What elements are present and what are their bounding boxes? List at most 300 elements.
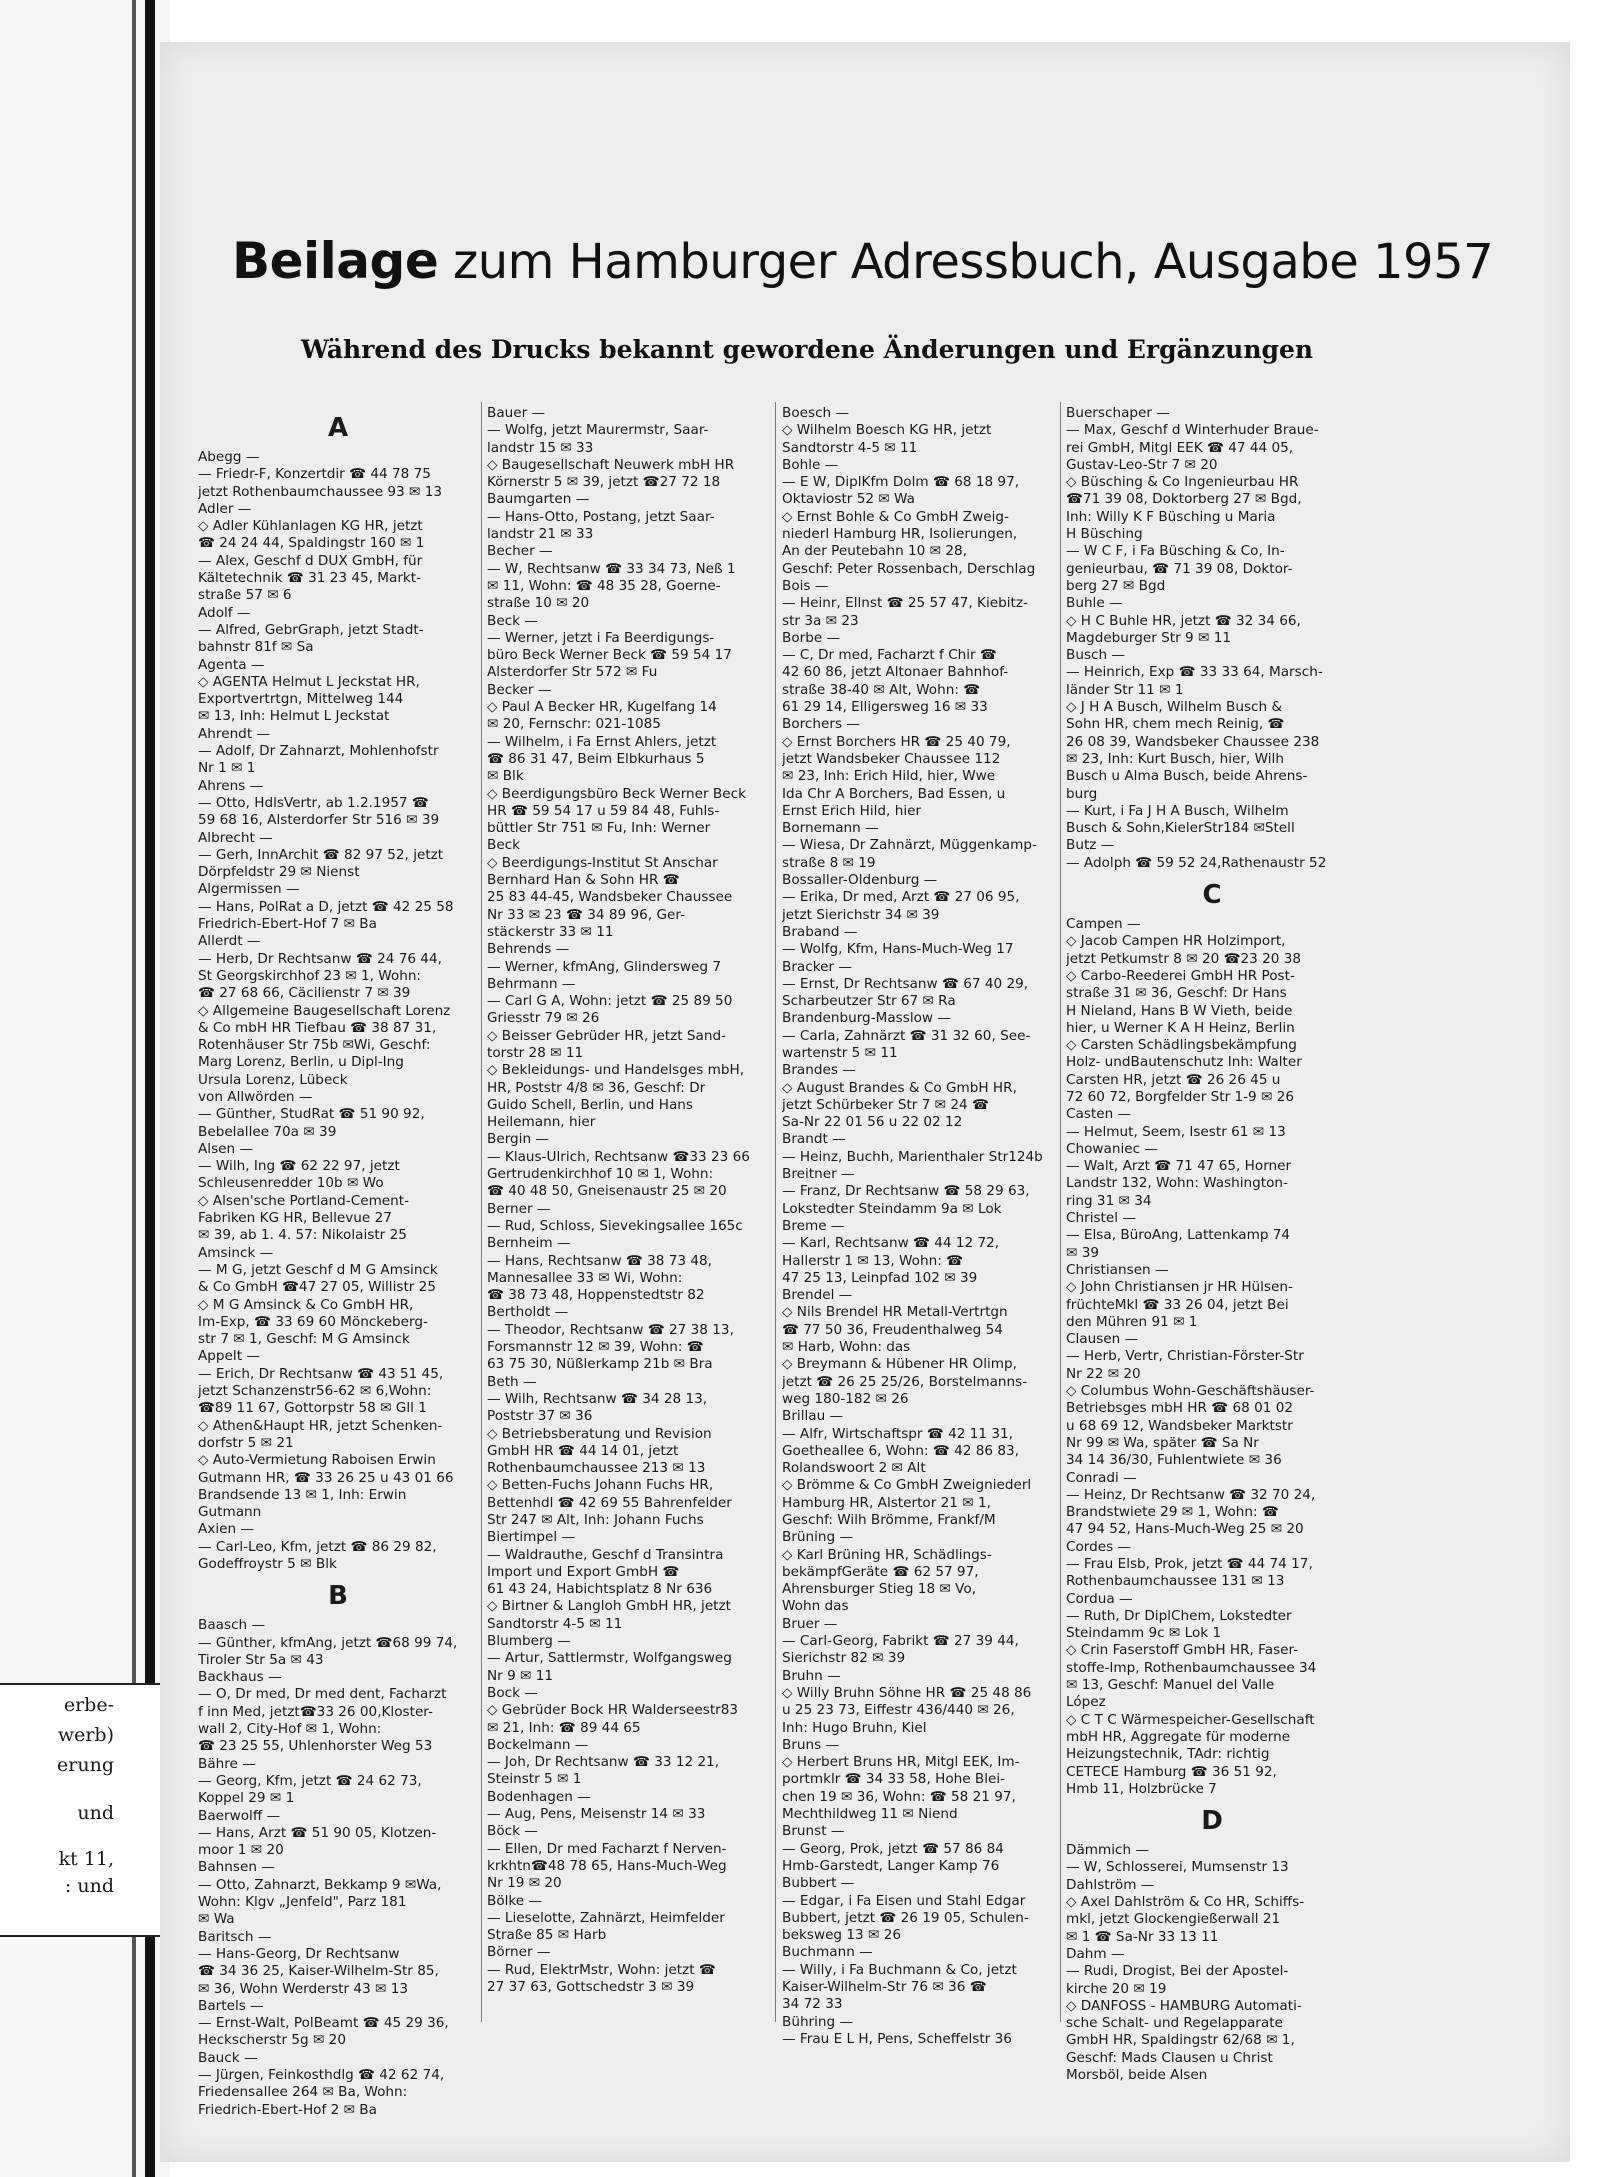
directory-line: Brüning — (782, 1529, 854, 1546)
directory-line: — Wilh, Ing ☎ 62 22 97, jetzt (198, 1158, 400, 1175)
directory-line: GmbH HR, Spaldingstr 62/68 ✉ 1, (1066, 2032, 1295, 2049)
directory-line: Bauck — (198, 2049, 258, 2066)
directory-line: Alsen — (198, 1140, 254, 1157)
directory-line: Bubbert, jetzt ☎ 26 19 05, Schulen- (782, 1909, 1029, 1926)
directory-line: ☎ 23 25 55, Uhlenhorster Weg 53 (198, 1738, 433, 1755)
directory-line: — Carl G A, Wohn: jetzt ☎ 25 89 50 (487, 993, 733, 1010)
directory-line: — C, Dr med, Facharzt f Chir ☎ (782, 647, 997, 664)
directory-line: Ahrendt — (198, 725, 271, 742)
directory-line: ◇ Büsching & Co Ingenieurbau HR (1066, 474, 1299, 491)
directory-line: — Wilhelm, i Fa Ernst Ahlers, jetzt (487, 733, 717, 750)
directory-line: Christel — (1066, 1210, 1136, 1227)
directory-line: 42 60 86, jetzt Altonaer Bahnhof- (782, 664, 1009, 681)
directory-line: ◇ Beerdigungsbüro Beck Werner Beck (487, 785, 746, 802)
directory-line: ◇ Breymann & Hübener HR Olimp, (782, 1356, 1017, 1373)
directory-line: — Wolfg, jetzt Maurermstr, Saar- (487, 422, 709, 439)
directory-line: HR ☎ 59 54 17 u 59 84 48, Fuhls- (487, 802, 720, 819)
directory-line: Busch u Alma Busch, beide Ahrens- (1066, 768, 1308, 785)
directory-column-1 (198, 405, 478, 2119)
directory-line: Hmb-Garstedt, Langer Kamp 76 (782, 1857, 1000, 1874)
directory-line: Bernheim — (487, 1235, 571, 1252)
title-prefix: Beilage (232, 232, 439, 290)
directory-line: — Willy, i Fa Buchmann & Co, jetzt (782, 1961, 1017, 1978)
directory-line: Sierichstr 82 ✉ 39 (782, 1650, 906, 1667)
directory-line: Bettenhdl ☎ 42 69 55 Bahrenfelder (487, 1494, 732, 1511)
directory-line: Gustav-Leo-Str 7 ✉ 20 (1066, 456, 1218, 473)
directory-line: 63 75 30, Nüßlerkamp 21b ✉ Bra (487, 1356, 713, 1373)
directory-line: 61 43 24, Habichtsplatz 8 Nr 636 (487, 1581, 713, 1598)
directory-line: ◇ Auto-Vermietung Raboisen Erwin (198, 1452, 436, 1469)
directory-line: Griesstr 79 ✉ 26 (487, 1010, 600, 1027)
directory-line: moor 1 ✉ 20 (198, 1842, 284, 1859)
directory-line: 72 60 72, Borgfelder Str 1-9 ✉ 26 (1066, 1088, 1295, 1105)
directory-line: Heilemann, hier (487, 1114, 596, 1131)
directory-line: ☎ 34 36 25, Kaiser-Wilhelm-Str 85, (198, 1963, 439, 1980)
directory-line: torstr 28 ✉ 11 (487, 1044, 584, 1061)
directory-line: Conradi — (1066, 1469, 1137, 1486)
directory-line: — Heinrich, Exp ☎ 33 33 64, Marsch- (1066, 664, 1323, 681)
directory-line: Becker — (487, 681, 552, 698)
directory-line: landstr 15 ✉ 33 (487, 439, 594, 456)
fragment-line: werb) (57, 1724, 114, 1746)
directory-line: — Wolfg, Kfm, Hans-Much-Weg 17 (782, 941, 1014, 958)
section-letter: B (328, 1581, 348, 1612)
directory-line: burg (1066, 785, 1098, 802)
directory-line: Allerdt — (198, 933, 261, 950)
directory-line: ◇ Ernst Bohle & Co GmbH Zweig- (782, 508, 1009, 525)
directory-line: Godeffroystr 5 ✉ Blk (198, 1556, 337, 1572)
page-subtitle: Während des Drucks bekannt gewordene Änderungen und Ergänzungen (300, 335, 1314, 364)
directory-line: Dörpfeldstr 29 ✉ Nienst (198, 864, 360, 881)
directory-line: Kaiser-Wilhelm-Str 76 ✉ 36 ☎ (782, 1979, 987, 1996)
directory-line: Sandtorstr 4-5 ✉ 11 (782, 439, 918, 456)
directory-line: jetzt Schanzenstr56-62 ✉ 6,Wohn: (198, 1383, 432, 1400)
directory-line: ◇ Bekleidungs- und Handelsges mbH, (487, 1062, 745, 1079)
directory-line: Beck (487, 837, 521, 854)
directory-line: Str 247 ✉ Alt, Inh: Johann Fuchs (487, 1512, 704, 1528)
directory-line: Geschf: Mads Clausen u Christ (1066, 2049, 1273, 2066)
directory-line: ◇ Alsen'sche Portland-Cement- (198, 1192, 410, 1209)
directory-line: — Hans, Rechtsanw ☎ 38 73 48, (487, 1252, 713, 1269)
directory-line: Bebelallee 70a ✉ 39 (198, 1123, 337, 1140)
directory-line: Oktaviostr 52 ✉ Wa (782, 491, 915, 508)
directory-line: Heizungstechnik, TAdr: richtig (1066, 1746, 1270, 1763)
directory-line: Baritsch — (198, 1928, 272, 1945)
directory-line: Beth — (487, 1373, 537, 1390)
directory-line: Guido Schell, Berlin, und Hans (487, 1096, 693, 1113)
directory-line: Borchers — (782, 716, 860, 733)
directory-line: — Carla, Zahnärzt ☎ 31 32 60, See- (782, 1027, 1031, 1044)
directory-line: — Ernst, Dr Rechtsanw ☎ 67 40 29, (782, 975, 1029, 992)
directory-line: — Rud, Schloss, Sievekingsallee 165c (487, 1217, 743, 1234)
directory-line: Friedrich-Ebert-Hof 2 ✉ Ba (198, 2101, 377, 2118)
directory-line: — Adolph ☎ 59 52 24,Rathenaustr 52 (1066, 854, 1327, 871)
directory-line: 34 14 36/30, Fuhlentwiete ✉ 36 (1066, 1452, 1282, 1469)
directory-line: — Wilh, Rechtsanw ☎ 34 28 13, (487, 1390, 708, 1407)
directory-line: f inn Med, jetzt☎33 26 00,Kloster- (198, 1703, 433, 1720)
directory-line: Buerschaper — (1066, 405, 1170, 421)
directory-line: — Otto, HdlsVertr, ab 1.2.1957 ☎ (198, 794, 429, 811)
directory-line: Nr 99 ✉ Wa, später ☎ Sa Nr (1066, 1434, 1259, 1451)
directory-line: — Georg, Kfm, jetzt ☎ 24 62 73, (198, 1772, 422, 1789)
directory-line: Behrends — (487, 941, 570, 958)
directory-line: CETECE Hamburg ☎ 36 51 92, (1066, 1763, 1277, 1780)
directory-line: — Hans, PolRat a D, jetzt ☎ 42 25 58 (198, 898, 454, 915)
directory-line: ring 31 ✉ 34 (1066, 1192, 1152, 1209)
directory-line: beksweg 13 ✉ 26 (782, 1927, 902, 1944)
directory-line: Schleusenredder 10b ✉ Wo (198, 1175, 384, 1192)
directory-line: mbH HR, Aggregate für moderne (1066, 1728, 1291, 1745)
directory-line: Bockelmann — (487, 1736, 589, 1753)
directory-line: Friedensallee 264 ✉ Ba, Wohn: (198, 2084, 408, 2101)
directory-line: ☎ 24 24 44, Spaldingstr 160 ✉ 1 (198, 535, 425, 552)
directory-line: jetzt Wandsbeker Chaussee 112 (782, 750, 1001, 767)
directory-line: Bruns — (782, 1736, 840, 1753)
directory-line: ◇ Gebrüder Bock HR Walderseestr83 (487, 1702, 739, 1719)
directory-line: 34 72 33 (782, 1996, 843, 2013)
directory-line: Geschf: Peter Rossenbach, Derschlag (782, 560, 1036, 577)
directory-line: Betriebsges mbH HR ☎ 68 01 02 (1066, 1400, 1294, 1417)
directory-line: Brunst — (782, 1823, 845, 1840)
directory-line: ✉ Wa (198, 1911, 235, 1928)
directory-line: Wohn das (782, 1598, 849, 1615)
directory-line: — Helmut, Seem, Isestr 61 ✉ 13 (1066, 1123, 1286, 1140)
directory-line: Hamburg HR, Alstertor 21 ✉ 1, (782, 1494, 991, 1511)
directory-line: Wohn: Klgv „Jenfeld", Parz 181 (198, 1894, 407, 1911)
directory-line: ✉ 13, Inh: Helmut L Jeckstat (198, 708, 390, 725)
directory-line: Import und Export GmbH ☎ (487, 1563, 680, 1580)
directory-line: ✉ 23, Inh: Kurt Busch, hier, Wilh (1066, 750, 1284, 767)
directory-line: Gutmann (198, 1504, 262, 1521)
directory-line: & Co mbH HR Tiefbau ☎ 38 87 31, (198, 1019, 437, 1036)
directory-line: An der Peutebahn 10 ✉ 28, (782, 543, 967, 560)
directory-line: jetzt Petkumstr 8 ✉ 20 ☎23 20 38 (1066, 950, 1302, 967)
directory-line: — Artur, Sattlermstr, Wolfgangsweg (487, 1650, 732, 1667)
directory-line: Cordes — (1066, 1538, 1132, 1555)
directory-line: Beck — (487, 612, 538, 629)
directory-line: — Hans-Otto, Postang, jetzt Saar- (487, 508, 715, 525)
directory-line: — Werner, kfmAng, Glindersweg 7 (487, 958, 722, 975)
directory-line: ◇ Wilhelm Boesch KG HR, jetzt (782, 422, 992, 439)
directory-line: — Herb, Vertr, Christian-Förster-Str (1066, 1348, 1304, 1365)
directory-line: Rothenbaumchaussee 131 ✉ 13 (1066, 1573, 1285, 1590)
directory-line: Böck — (487, 1823, 538, 1840)
directory-line: ✉ 39 (1066, 1244, 1100, 1261)
directory-line: ◇ Columbus Wohn-Geschäftshäuser- (1066, 1383, 1315, 1400)
directory-line: Dämmich — (1066, 1842, 1150, 1859)
directory-line: Amsinck — (198, 1244, 274, 1261)
directory-line: — Franz, Dr Rechtsanw ☎ 58 29 63, (782, 1183, 1030, 1200)
column-divider (775, 402, 776, 2022)
directory-line: ◇ M G Amsinck & Co GmbH HR, (198, 1296, 414, 1313)
directory-line: — Walt, Arzt ☎ 71 47 65, Horner (1066, 1158, 1292, 1175)
directory-line: Mannesallee 33 ✉ Wi, Wohn: (487, 1269, 683, 1286)
directory-line: ◇ AGENTA Helmut L Jeckstat HR, (198, 673, 420, 690)
directory-line: ◇ Betriebsberatung und Revision (487, 1425, 712, 1442)
directory-line: — Ruth, Dr DiplChem, Lokstedter (1066, 1607, 1292, 1624)
directory-line: Dahm — (1066, 1945, 1125, 1962)
directory-line: genieurbau, ☎ 71 39 08, Doktor- (1066, 560, 1293, 577)
directory-line: Ahrensburger Stieg 18 ✉ Vo, (782, 1581, 977, 1598)
directory-line: jetzt Schürbeker Str 7 ✉ 24 ☎ (782, 1096, 989, 1113)
directory-line: Straße 85 ✉ Harb (487, 1927, 607, 1944)
directory-line: Landstr 132, Wohn: Washington- (1066, 1175, 1288, 1192)
directory-line: — Heinz, Buchh, Marienthaler Str124b (782, 1148, 1043, 1165)
directory-line: Axien — (198, 1521, 255, 1538)
directory-line: Bölke — (487, 1892, 543, 1909)
directory-line: 59 68 16, Alsterdorfer Str 516 ✉ 39 (198, 812, 440, 829)
directory-line: Behrmann — (487, 975, 576, 992)
directory-line: Bois — (782, 577, 829, 594)
directory-line: Hallerstr 1 ✉ 13, Wohn: ☎ (782, 1252, 964, 1269)
directory-line: ☎71 39 08, Doktorberg 27 ✉ Bgd, (1066, 491, 1302, 508)
directory-line: Fabriken KG HR, Bellevue 27 (198, 1210, 392, 1227)
directory-line: Christiansen — (1066, 1261, 1169, 1278)
directory-line: H Nieland, Hans B W Vieth, beide (1066, 1002, 1293, 1019)
directory-line: 27 37 63, Gottschedstr 3 ✉ 39 (487, 1979, 695, 1996)
directory-line: Brandsende 13 ✉ 1, Inh: Erwin (198, 1486, 407, 1503)
directory-line: Braband — (782, 923, 858, 940)
directory-line: GmbH HR ☎ 44 14 01, jetzt (487, 1442, 679, 1459)
directory-line: — Ernst-Walt, PolBeamt ☎ 45 29 36, (198, 2015, 449, 2032)
directory-line: Inh: Willy K F Büsching u Maria (1066, 508, 1276, 525)
directory-line: — Adolf, Dr Zahnarzt, Mohlenhofstr (198, 743, 439, 760)
title-rest: zum Hamburger Adressbuch, Ausgabe 1957 (453, 234, 1494, 290)
fragment-line: kt 11, (58, 1848, 114, 1870)
directory-line: — Elsa, BüroAng, Lattenkamp 74 (1066, 1227, 1291, 1244)
directory-line: büro Beck Werner Beck ☎ 59 54 17 (487, 647, 732, 664)
directory-line: — Rudi, Drogist, Bei der Apostel- (1066, 1963, 1289, 1980)
directory-line: wall 2, City-Hof ✉ 1, Wohn: (198, 1721, 382, 1738)
directory-line: straße 10 ✉ 20 (487, 595, 590, 612)
directory-line: Busch & Sohn,KielerStr184 ✉Stell (1066, 820, 1295, 837)
directory-line: H Büsching (1066, 526, 1143, 543)
directory-line: Lokstedter Steindamm 9a ✉ Lok (782, 1200, 1002, 1217)
directory-line: — Klaus-Ulrich, Rechtsanw ☎33 23 66 (487, 1148, 750, 1165)
directory-line: ◇ Beisser Gebrüder HR, jetzt Sand- (487, 1027, 726, 1044)
directory-line: — Erika, Dr med, Arzt ☎ 27 06 95, (782, 889, 1020, 906)
directory-line: Clausen — (1066, 1331, 1139, 1348)
directory-line: ✉ Harb, Wohn: das (782, 1339, 911, 1356)
directory-line: ◇ Athen&Haupt HR, jetzt Schenken- (198, 1417, 443, 1434)
directory-line: str 3a ✉ 23 (782, 612, 859, 629)
directory-line: ◇ Axel Dahlström & Co HR, Schiffs- (1066, 1894, 1305, 1911)
directory-line: straße 38-40 ✉ Alt, Wohn: ☎ (782, 681, 981, 698)
directory-line: Brandt — (782, 1131, 846, 1148)
directory-line: ◇ Brömme & Co GmbH Zweigniederl (782, 1477, 1032, 1494)
directory-line: ◇ Ernst Borchers HR ☎ 25 40 79, (782, 733, 1011, 750)
directory-line: — Frau Elsb, Prok, jetzt ☎ 44 74 17, (1066, 1556, 1313, 1572)
directory-line: Brendel — (782, 1287, 853, 1304)
directory-line: Breitner — (782, 1166, 855, 1183)
directory-line: Tiroler Str 5a ✉ 43 (198, 1651, 324, 1668)
directory-line: Butz — (1066, 837, 1115, 854)
directory-line: str 7 ✉ 1, Geschf: M G Amsinck (198, 1331, 410, 1348)
directory-line: — Georg, Prok, jetzt ☎ 57 86 84 (782, 1840, 1004, 1857)
directory-line: ◇ Birtner & Langloh GmbH HR, jetzt (487, 1598, 731, 1615)
directory-line: Steinstr 5 ✉ 1 (487, 1771, 582, 1788)
directory-line: — Lieselotte, Zahnärzt, Heimfelder (487, 1909, 725, 1926)
directory-line: ◇ Betten-Fuchs Johann Fuchs HR, (487, 1477, 714, 1494)
directory-line: Nr 19 ✉ 20 (487, 1875, 562, 1892)
directory-line: Bergin — (487, 1131, 549, 1148)
directory-line: St Georgskirchhof 23 ✉ 1, Wohn: (198, 967, 422, 984)
directory-line: — Alex, Geschf d DUX GmbH, für (198, 552, 423, 569)
directory-line: Baumgarten — (487, 491, 590, 508)
directory-line: sche Schalt- und Regelapparate (1066, 2015, 1283, 2032)
directory-line: — Werner, jetzt i Fa Beerdigungs- (487, 629, 715, 646)
directory-line: Chowaniec — (1066, 1140, 1159, 1157)
directory-line: ◇ Allgemeine Baugesellschaft Lorenz (198, 1002, 451, 1019)
directory-line: Bock — (487, 1684, 538, 1701)
directory-line: HR, Poststr 4/8 ✉ 36, Geschf: Dr (487, 1079, 706, 1096)
directory-line: Nr 1 ✉ 1 (198, 760, 256, 777)
directory-line: Bertholdt — (487, 1304, 569, 1321)
directory-line: — O, Dr med, Dr med dent, Facharzt (198, 1686, 447, 1703)
directory-line: Berner — (487, 1200, 551, 1217)
directory-line: 25 83 44-45, Wandsbeker Chaussee (487, 889, 733, 906)
directory-line: Marg Lorenz, Berlin, u Dipl-Ing (198, 1054, 404, 1071)
directory-line: Bähre — (198, 1755, 256, 1772)
directory-line: Börner — (487, 1944, 551, 1961)
directory-line: — Jürgen, Feinkosthdlg ☎ 42 62 74, (198, 2067, 445, 2084)
directory-line: — Ellen, Dr med Facharzt f Nerven- (487, 1840, 727, 1857)
directory-line: & Co GmbH ☎47 27 05, Willistr 25 (198, 1279, 436, 1296)
directory-line: Bühring — (782, 2013, 854, 2030)
directory-line: — Kurt, i Fa J H A Busch, Wilhelm (1066, 802, 1289, 819)
directory-line: Hmb 11, Holzbrücke 7 (1066, 1780, 1217, 1797)
directory-line: ◇ Jacob Campen HR Holzimport, (1066, 933, 1286, 950)
directory-line: 47 94 52, Hans-Much-Weg 25 ✉ 20 (1066, 1521, 1304, 1538)
directory-line: Backhaus — (198, 1669, 282, 1686)
directory-line: — Günther, StudRat ☎ 51 90 92, (198, 1106, 425, 1123)
directory-line: ✉ 1 ☎ Sa-Nr 33 13 11 (1066, 1928, 1219, 1945)
directory-line: Nr 33 ✉ 23 ☎ 34 89 96, Ger- (487, 906, 685, 923)
directory-line: Breme — (782, 1217, 845, 1234)
directory-line: ✉ Blk (487, 768, 524, 785)
directory-line: ✉ 23, Inh: Erich Hild, hier, Wwe (782, 768, 996, 785)
directory-line: Blumberg — (487, 1633, 571, 1650)
directory-line: — Hans, Arzt ☎ 51 90 05, Klotzen- (198, 1824, 437, 1841)
directory-line: Baasch — (198, 1617, 266, 1634)
directory-line: Agenta — (198, 656, 265, 673)
directory-line: Bubbert — (782, 1875, 855, 1892)
directory-line: Becher — (487, 543, 553, 560)
directory-line: ◇ Adler Kühlanlagen KG HR, jetzt (198, 518, 423, 535)
directory-line: ◇ J H A Busch, Wilhelm Busch & (1066, 699, 1283, 716)
directory-line: Adler — (198, 500, 252, 517)
directory-line: — Gerh, InnArchit ☎ 82 97 52, jetzt (198, 846, 444, 863)
directory-line: — W, Schlosserei, Mumsenstr 13 (1066, 1859, 1289, 1876)
directory-line: Adolf — (198, 604, 251, 621)
fragment-line: erung (57, 1754, 114, 1776)
directory-line: Buchmann — (782, 1944, 873, 1961)
directory-line: — Waldrauthe, Geschf d Transintra (487, 1546, 724, 1563)
section-letter: C (1202, 880, 1222, 911)
directory-line: Gutmann HR, ☎ 33 26 25 u 43 01 66 (198, 1469, 454, 1486)
directory-line: früchteMkl ☎ 33 26 04, jetzt Bei (1066, 1296, 1289, 1313)
directory-line: ◇ Carsten Schädlingsbekämpfung (1066, 1037, 1297, 1054)
directory-line: Körnerstr 5 ✉ 39, jetzt ☎27 72 18 (487, 474, 721, 491)
directory-line: berg 27 ✉ Bgd (1066, 577, 1166, 594)
directory-line: kirche 20 ✉ 19 (1066, 1980, 1167, 1997)
directory-line: Inh: Hugo Bruhn, Kiel (782, 1719, 927, 1736)
directory-line: Bossaller-Oldenburg — (782, 872, 938, 889)
directory-line: Ernst Erich Hild, hier (782, 802, 922, 819)
directory-line: — M G, jetzt Geschf d M G Amsinck (198, 1261, 438, 1278)
section-letter: D (1201, 1806, 1223, 1837)
fragment-line: und (77, 1802, 114, 1824)
directory-line: Nr 22 ✉ 20 (1066, 1365, 1141, 1382)
directory-line: Brandstwiete 29 ✉ 1, Wohn: ☎ (1066, 1504, 1279, 1521)
directory-line: Ursula Lorenz, Lübeck (198, 1071, 348, 1088)
directory-line: büttler Str 751 ✉ Fu, Inh: Werner (487, 820, 711, 837)
directory-line: Appelt — (198, 1348, 260, 1365)
directory-line: — E W, DiplKfm Dolm ☎ 68 18 97, (782, 474, 1020, 491)
directory-line: — Herb, Dr Rechtsanw ☎ 24 76 44, (198, 950, 442, 967)
directory-line: Carsten HR, jetzt ☎ 26 26 45 u (1066, 1071, 1281, 1088)
directory-line: ◇ Paul A Becker HR, Kugelfang 14 (487, 699, 717, 716)
directory-line: Scharbeutzer Str 67 ✉ Ra (782, 993, 956, 1010)
directory-line: stäckerstr 33 ✉ 11 (487, 923, 614, 940)
directory-line: niederl Hamburg HR, Isolierungen, (782, 526, 1018, 543)
directory-line: ✉ 36, Wohn Werderstr 43 ✉ 13 (198, 1980, 409, 1997)
directory-line: — Edgar, i Fa Eisen und Stahl Edgar (782, 1892, 1026, 1909)
directory-line: Borbe — (782, 629, 841, 646)
directory-line: Geschf: Wilh Brömme, Frankf/M (782, 1512, 996, 1528)
directory-line: 47 25 13, Leinpfad 102 ✉ 39 (782, 1269, 978, 1286)
directory-line: — Joh, Dr Rechtsanw ☎ 33 12 21, (487, 1754, 720, 1771)
directory-line: Kältetechnik ☎ 31 23 45, Markt- (198, 570, 422, 587)
directory-line: krkhtn☎48 78 65, Hans-Much-Weg (487, 1857, 727, 1874)
directory-line: bahnstr 81f ✉ Sa (198, 639, 314, 656)
directory-line: straße 57 ✉ 6 (198, 587, 292, 604)
directory-line: Sa-Nr 22 01 56 u 22 02 12 (782, 1114, 963, 1131)
directory-line: Rothenbaumchaussee 213 ✉ 13 (487, 1460, 706, 1477)
directory-line: Algermissen — (198, 881, 300, 898)
directory-line: Dahlström — (1066, 1876, 1155, 1893)
directory-line: Magdeburger Str 9 ✉ 11 (1066, 629, 1232, 646)
directory-line: länder Str 11 ✉ 1 (1066, 681, 1184, 698)
directory-line: ✉ 20, Fernschr: 021-1085 (487, 716, 661, 733)
directory-line: ✉ 39, ab 1. 4. 57: Nikolaistr 25 (198, 1227, 407, 1244)
directory-line: Steindamm 9c ✉ Lok 1 (1066, 1625, 1222, 1642)
directory-line: Sohn HR, chem mech Reinig, ☎ (1066, 716, 1285, 733)
directory-line: López (1066, 1694, 1106, 1711)
directory-line: Koppel 29 ✉ 1 (198, 1790, 295, 1807)
directory-line: Mechthildweg 11 ✉ Niend (782, 1806, 958, 1823)
directory-line: Morsböl, beide Alsen (1066, 2067, 1208, 2084)
directory-line: ◇ DANFOSS - HAMBURG Automati- (1066, 1997, 1302, 2014)
directory-line: u 25 23 73, Eiffestr 436/440 ✉ 26, (782, 1702, 1015, 1719)
directory-line: Exportvertrtgn, Mittelweg 144 (198, 691, 404, 708)
directory-line: stoffe-Imp, Rothenbaumchaussee 34 (1066, 1659, 1317, 1676)
directory-column-4 (1066, 405, 1358, 2084)
directory-line: Abegg — (198, 449, 260, 465)
directory-line: — Hans-Georg, Dr Rechtsanw (198, 1945, 400, 1962)
directory-line: ◇ Crin Faserstoff GmbH HR, Faser- (1066, 1642, 1299, 1659)
directory-line: Forsmannstr 12 ✉ 39, Wohn: ☎ (487, 1339, 704, 1356)
directory-line: ◇ Herbert Bruns HR, Mitgl EEK, Im- (782, 1754, 1020, 1771)
directory-line: ◇ Willy Bruhn Söhne HR ☎ 25 48 86 (782, 1684, 1032, 1701)
directory-line: ◇ H C Buhle HR, jetzt ☎ 32 34 66, (1066, 612, 1301, 629)
directory-column-2 (487, 405, 769, 1996)
directory-line: Baerwolff — (198, 1807, 281, 1824)
directory-line: Casten — (1066, 1106, 1132, 1123)
directory-line: Buhle — (1066, 595, 1123, 612)
directory-line: Brandes — (782, 1062, 856, 1079)
directory-line: Biertimpel — (487, 1529, 576, 1546)
